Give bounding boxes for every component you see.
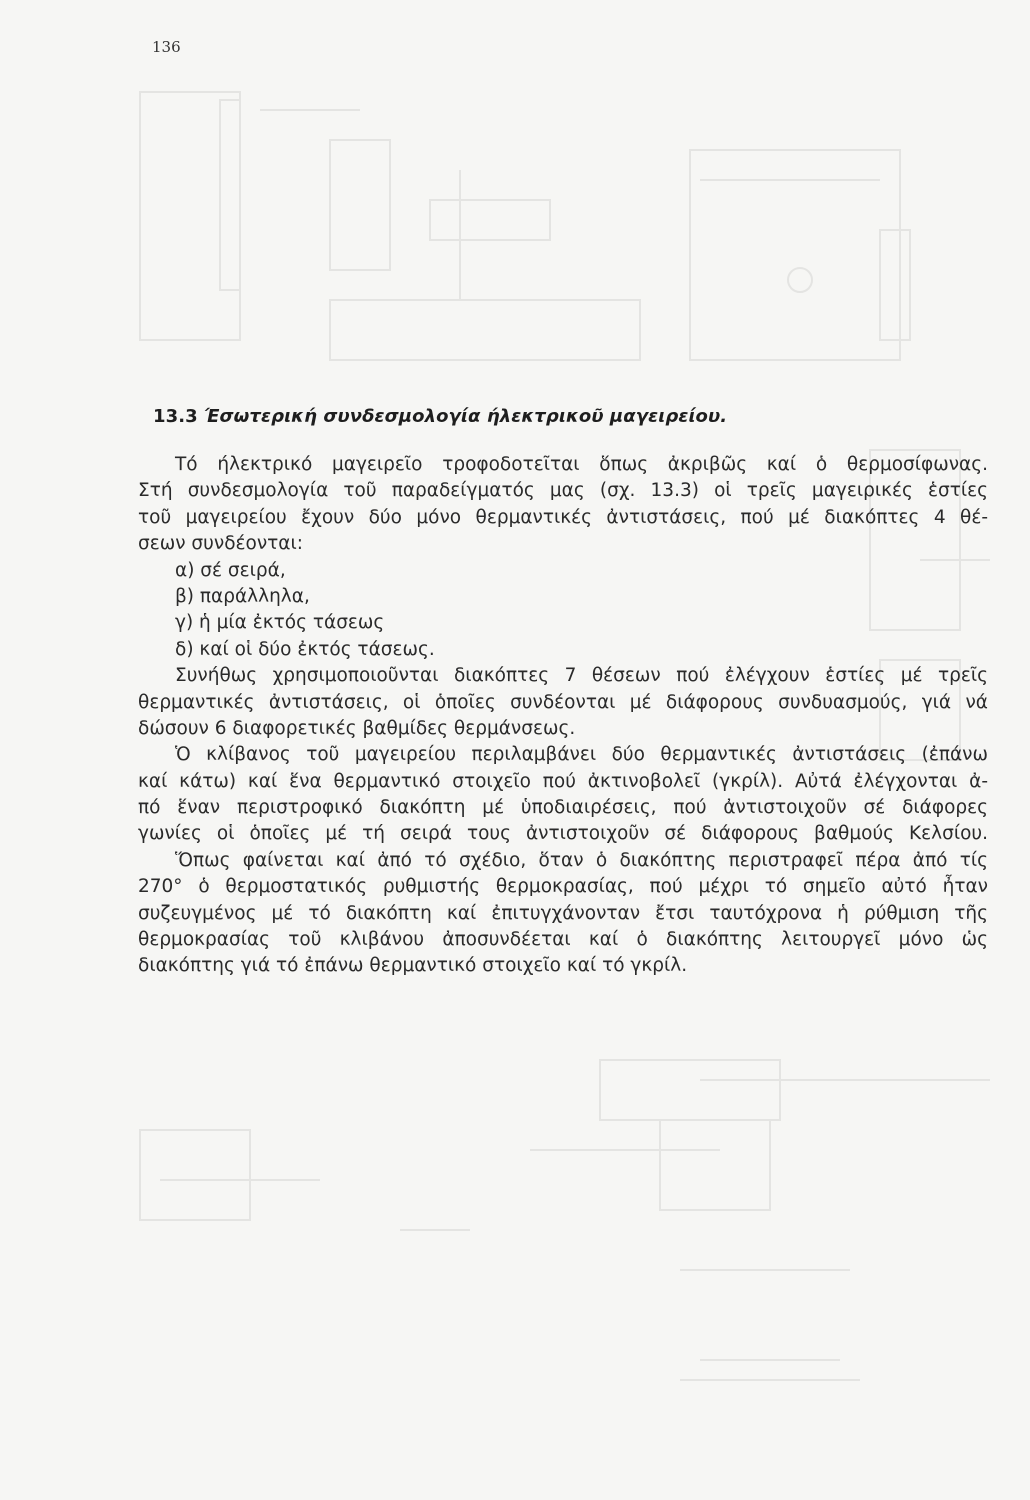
text-line: θερμοκρασίας τοῦ κλιβάνου ἀποσυνδέεται καί ὁ διακόπτης λειτουργεῖ μόνο ὡς <box>138 929 988 951</box>
text-line: σεων συνδέονται: <box>138 533 303 555</box>
list-item: β) παράλληλα, <box>175 585 310 607</box>
text-line: πό ἕναν περιστροφικό διακόπτη μέ ὑποδιαιρέσεις, πού ἀντιστοιχοῦν σέ διάφορες <box>138 797 988 819</box>
page-number: 136 <box>152 38 181 56</box>
section-title: Έσωτερική συνδεσμολογία ήλεκτρικοῦ μαγειρείου. <box>204 406 728 427</box>
text-line: συζευγμένος μέ τό διακόπτη καί ἐπιτυγχάνονταν ἔτσι ταυτόχρονα ἡ ρύθμιση τῆς <box>138 902 988 924</box>
section-number: 13.3 <box>153 406 198 427</box>
body-text <box>138 452 988 980</box>
list-item: α) σέ σειρά, <box>175 559 286 581</box>
text-line: γωνίες οἱ ὁποῖες μέ τή σειρά τους ἀντιστοιχοῦν σέ διάφορους βαθμούς Κελσίου. <box>138 823 988 845</box>
text-line: Συνήθως χρησιμοποιοῦνται διακόπτες 7 θέσεων πού ἐλέγχουν ἑστίες μέ τρεῖς <box>175 665 988 687</box>
list-item: γ) ἡ μία ἐκτός τάσεως <box>175 612 385 634</box>
section-heading <box>153 406 727 427</box>
text-line: Ὁ κλίβανος τοῦ μαγειρείου περιλαμβάνει δύο θερμαντικές ἀντιστάσεις (ἐπάνω <box>175 744 988 766</box>
text-line: διακόπτης γιά τό ἐπάνω θερμαντικό στοιχεῖο καί τό γκρίλ. <box>138 955 688 977</box>
text-line: δώσουν 6 διαφορετικές βαθμίδες θερμάνσεως. <box>138 717 576 739</box>
text-line: καί κάτω) καί ἕνα θερμαντικό στοιχεῖο πού ἀκτινοβολεῖ (γκρίλ). Αὐτά ἐλέγχονται ἀ- <box>138 770 988 792</box>
text-line: Ὅπως φαίνεται καί ἀπό τό σχέδιο, ὅταν ὁ διακόπτης περιστραφεῖ πέρα ἀπό τίς <box>175 849 988 871</box>
list-item: δ) καί οἱ δύο ἐκτός τάσεως. <box>175 638 435 660</box>
text-line: θερμαντικές ἀντιστάσεις, οἱ ὁποῖες συνδέονται μέ διάφορους συνδυασμούς, γιά νά <box>138 691 988 713</box>
text-line: Στή συνδεσμολογία τοῦ παραδείγματός μας (σχ. 13.3) οἱ τρεῖς μαγειρικές ἑστίες <box>138 480 988 502</box>
text-line: 270° ὁ θερμοστατικός ρυθμιστής θερμοκρασίας, πού μέχρι τό σημεῖο αὐτό ἦταν <box>138 876 988 898</box>
text-line: τοῦ μαγειρείου ἔχουν δύο μόνο θερμαντικές ἀντιστάσεις, πού μέ διακόπτες 4 θέ- <box>138 506 988 528</box>
text-line: Τό ήλεκτρικό μαγειρεῖο τροφοδοτεῖται ὅπως ἀκριβῶς καί ὁ θερμοσίφωνας. <box>175 454 988 475</box>
